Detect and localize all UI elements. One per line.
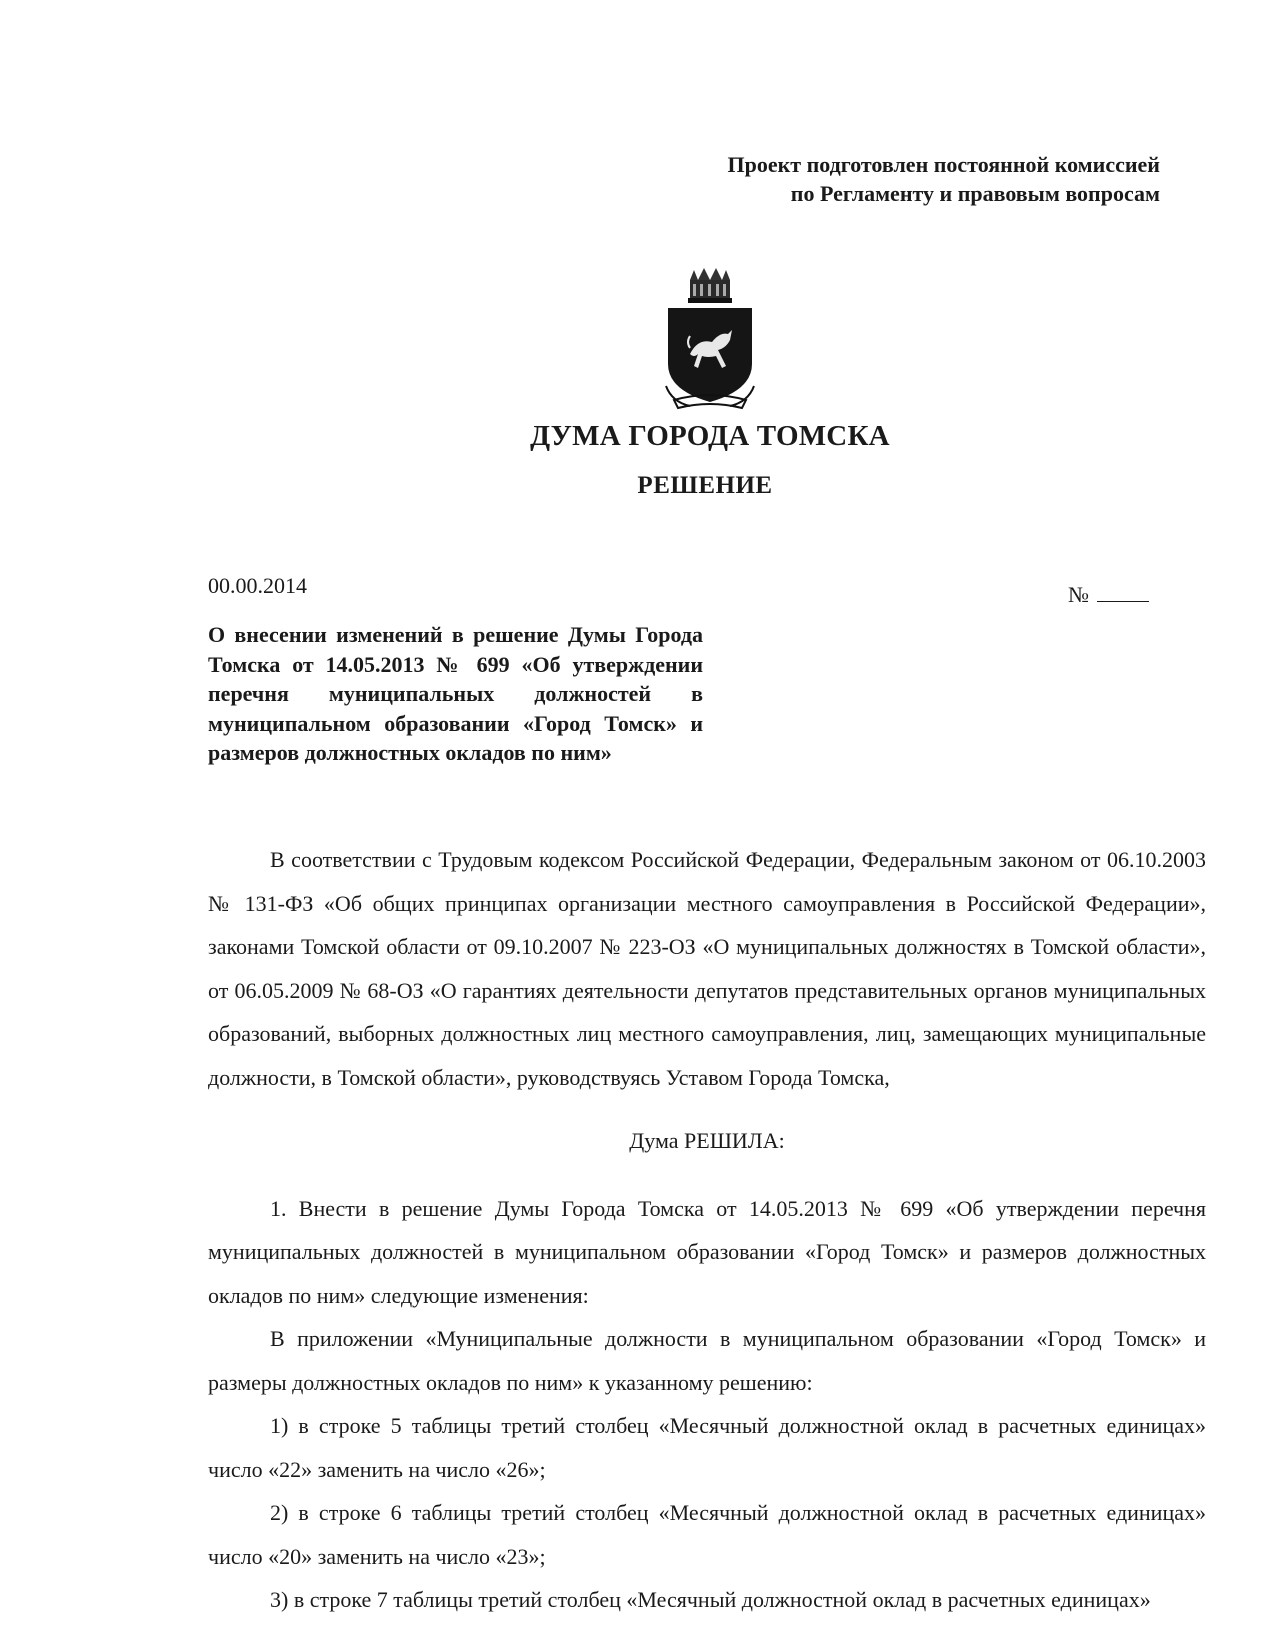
subitem-3-paragraph: 3) в строке 7 таблицы третий столбец «Месячный должностной оклад в расчетных единицах» <box>270 1587 1151 1612</box>
subitem-2-paragraph: 2) в строке 6 таблицы третий столбец «Месячный должностной оклад в расчетных единицах» число «20» заменить на число «23»; <box>208 1500 1206 1569</box>
subitem-1-paragraph: 1) в строке 5 таблицы третий столбец «Месячный должностной оклад в расчетных единицах» число «22» заменить на число «26»; <box>208 1413 1206 1482</box>
prepared-by-note <box>727 150 1160 208</box>
decision-body <box>208 838 1206 1622</box>
resolved-heading: Дума РЕШИЛА: <box>629 1128 785 1153</box>
prepared-by-line-2: по Регламенту и правовым вопросам <box>790 181 1160 206</box>
number-label: № <box>1068 582 1089 607</box>
decision-number <box>1068 582 1149 608</box>
decision-date: 00.00.2014 <box>208 573 307 598</box>
decision-title: РЕШЕНИЕ <box>637 472 773 499</box>
number-blank-line <box>1097 583 1149 602</box>
tomsk-coat-of-arms-icon <box>660 262 760 417</box>
prepared-by-line-1: Проект подготовлен постоянной комиссией <box>727 152 1160 177</box>
item-1-paragraph: 1. Внести в решение Думы Города Томска от 14.05.2013 № 699 «Об утверждении перечня муниципальных должностей в муниципальном образовании «Город Томск» и размеров должностных окладов по ним» следующие изменения: <box>208 1195 1206 1308</box>
appendix-paragraph: В приложении «Муниципальные должности в муниципальном образовании «Город Томск» и размеры должностных окладов по ним» к указанному решению: <box>208 1326 1206 1395</box>
preamble-paragraph: В соответствии с Трудовым кодексом Российской Федерации, Федеральным законом от 06.10.2003 № 131-ФЗ «Об общих принципах организации местного самоуправления в Российской Федерации», законами Томской области от 09.10.2007 № 223-ОЗ «О муниципальных должностях в Томской области», от 06.05.2009 № 68-ОЗ «О гарантиях деятельности депутатов представительных органов муниципальных образований, выборных должностных лиц местного самоуправления, лиц, замещающих муниципальные должности, в Томской области», руководствуясь Уставом Города Томска, <box>208 847 1206 1090</box>
council-title: ДУМА ГОРОДА ТОМСКА <box>530 420 890 452</box>
decision-subject: О внесении изменений в решение Думы Города Томска от 14.05.2013 № 699 «Об утверждении перечня муниципальных должностей в муниципальном образовании «Город Томск» и размеров должностных окладов по ним» <box>208 622 703 765</box>
